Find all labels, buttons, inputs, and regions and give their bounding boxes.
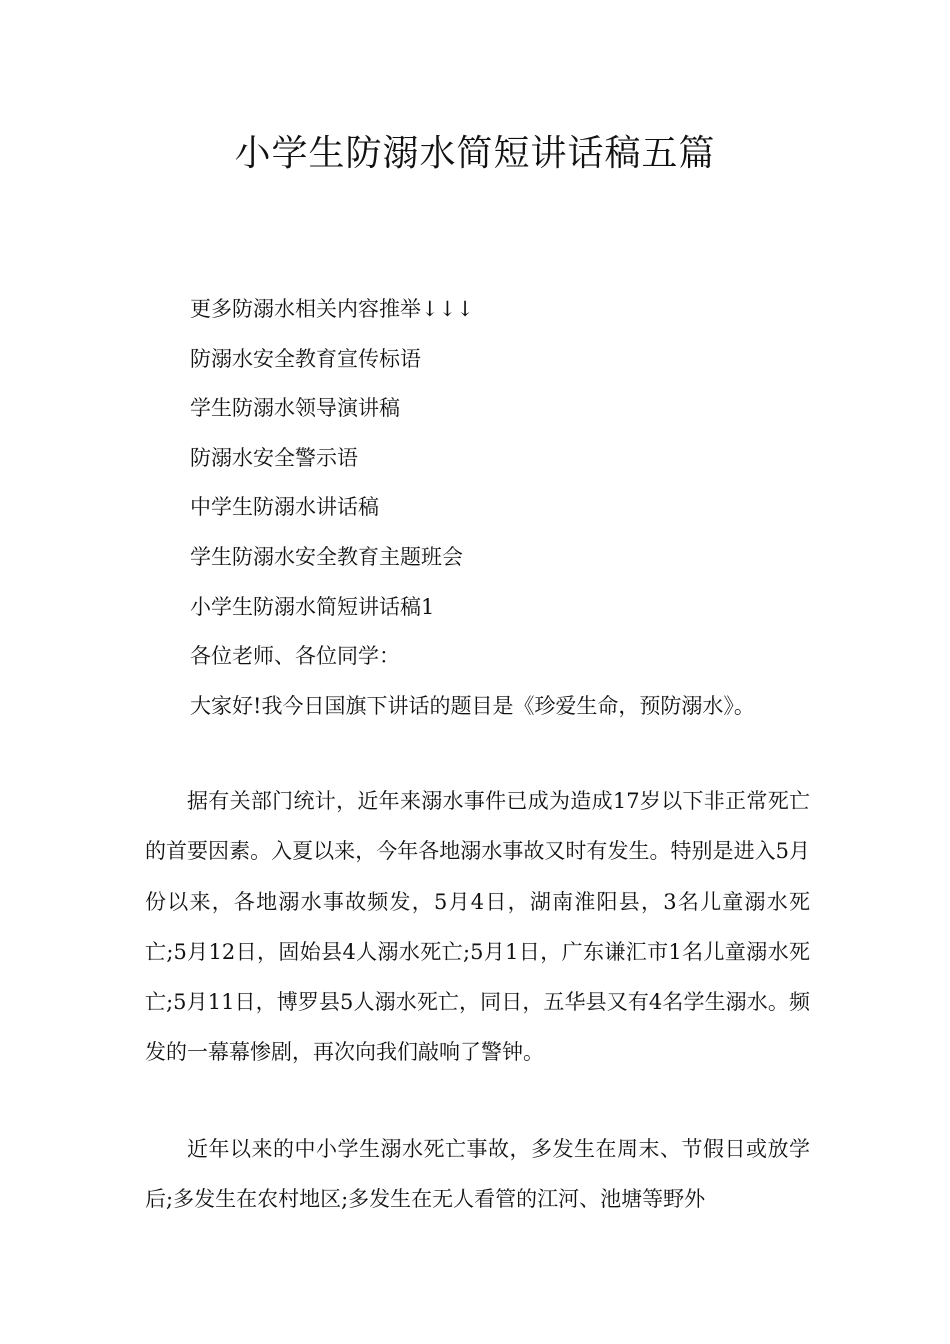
related-item-slogans: 防溺水安全教育宣传标语 — [190, 346, 421, 371]
greeting-line: 大家好!我今日国旗下讲话的题目是《珍爱生命，预防溺水》。 — [190, 693, 755, 718]
recommend-heading: 更多防溺水相关内容推举↓↓↓ — [190, 297, 474, 321]
body-paragraph: 近年以来的中小学生溺水死亡事故，多发生在周末、节假日或放学后;多发生在农村地区;多发生在无人看管的江河、池塘等野外 — [145, 1137, 810, 1212]
related-item-middle-school-speech: 中学生防溺水讲话稿 — [190, 495, 379, 520]
body-paragraph: 据有关部门统计，近年来溺水事件已成为造成17岁以下非正常死亡的首要因素。入夏以来，今年各地溺水事故又时有发生。特别是进入5月份以来，各地溺水事故频发，5月4日，湖南淮阳县，3名儿童溺水死亡;5月12日，固始县4人溺水死亡;5月1日，广东谦汇市1名儿童溺水死亡;5月11日，博罗县5人溺水死亡，同日，五华县又有4名学生溺水。频发的一幕幕惨剧，再次向我们敲响了警钟。 — [145, 789, 810, 1065]
salutation: 各位老师、各位同学： — [190, 644, 400, 669]
related-item-warnings: 防溺水安全警示语 — [190, 445, 358, 470]
intro-section — [190, 285, 830, 731]
document-title: 小学生防溺水简短讲话稿五篇 — [234, 133, 716, 174]
section-heading-1: 小学生防溺水简短讲话稿1 — [190, 594, 435, 619]
related-item-class-meeting: 学生防溺水安全教育主题班会 — [190, 544, 463, 569]
related-item-leader-speech: 学生防溺水领导演讲稿 — [190, 396, 400, 421]
